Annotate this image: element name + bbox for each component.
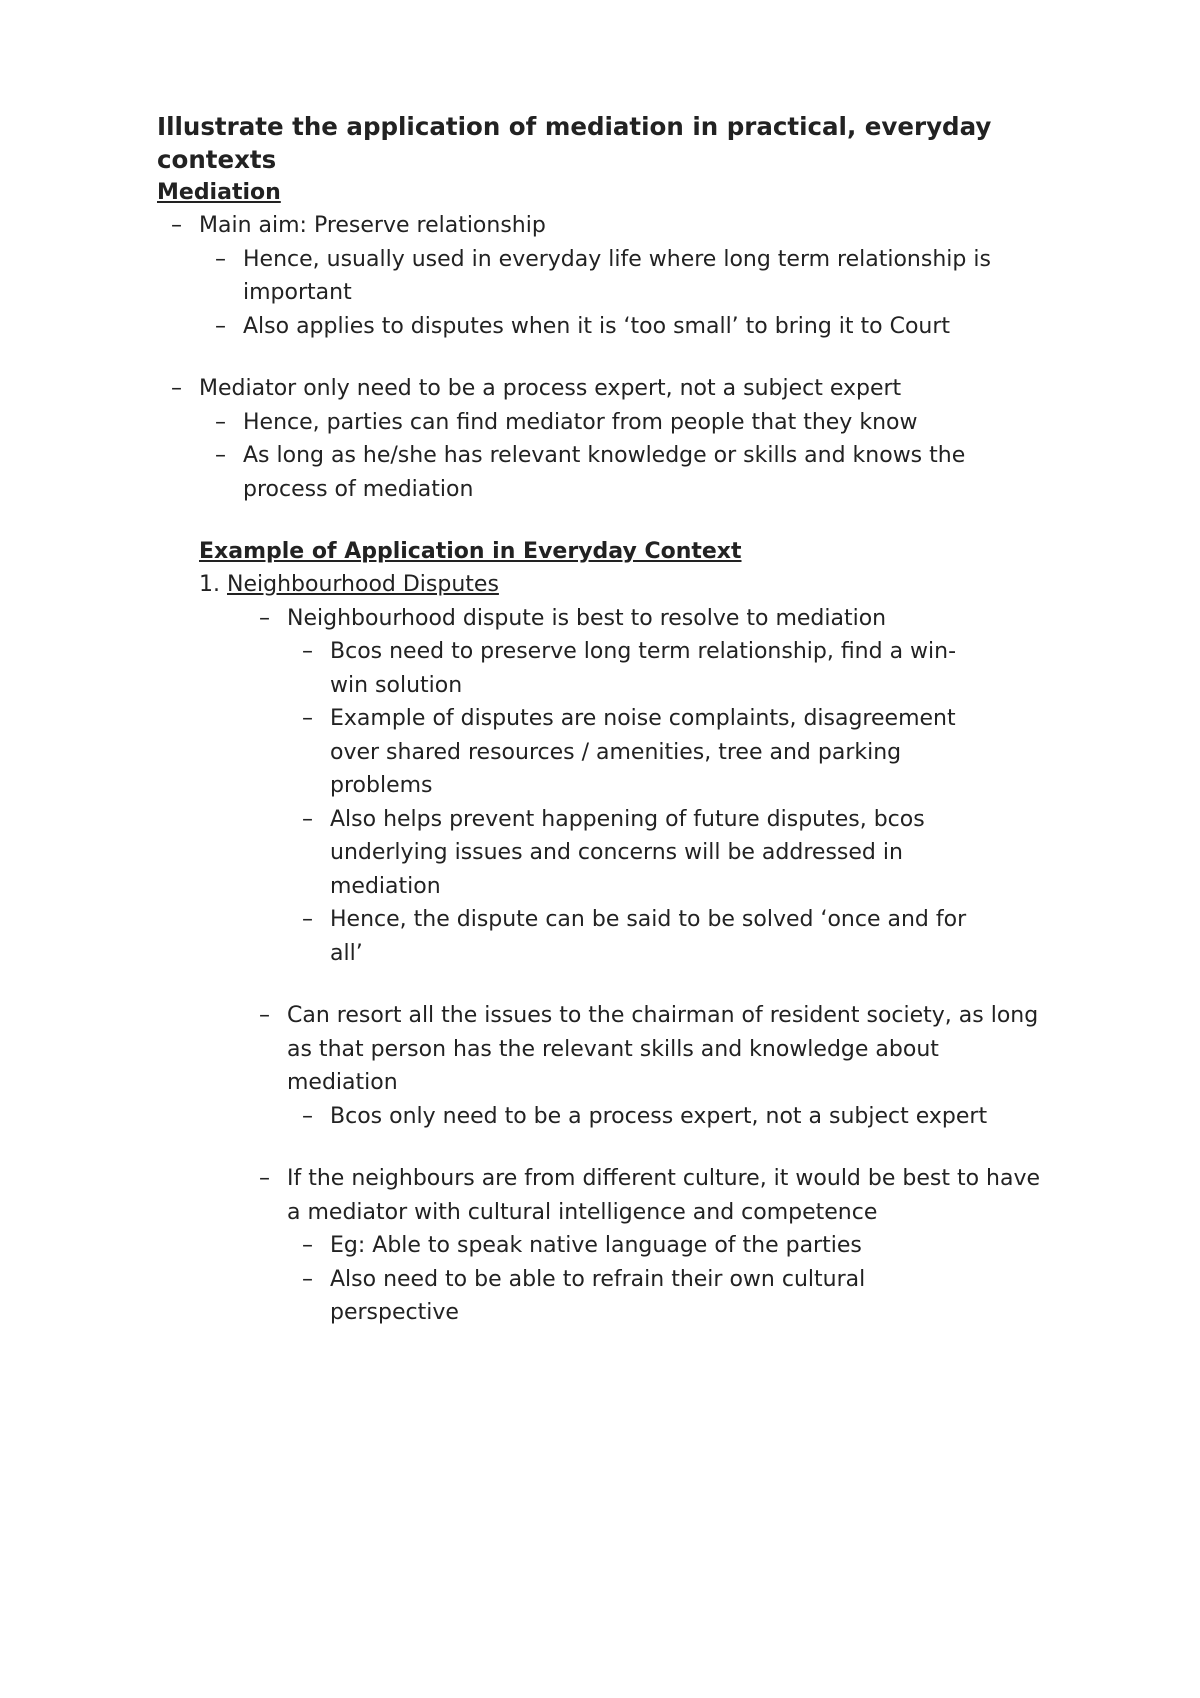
numbered-item [199, 568, 1057, 602]
list-item [302, 702, 970, 803]
list-item-text: Also need to be able to refrain their own cultural perspective [330, 1266, 866, 1325]
list-item-text: Mediator only need to be a process expert, not a subject expert [199, 376, 902, 401]
list-item-text: Main aim: Preserve relationship [199, 213, 546, 238]
list-item [171, 209, 1049, 243]
example-title: Neighbourhood Disputes [227, 572, 499, 597]
list-item-text: If the neighbours are from different culture, it would be best to have a mediator with cultural intelligence and competence [287, 1166, 1041, 1225]
list-item-text: Bcos need to preserve long term relationship, find a win-win solution [330, 639, 957, 698]
list-item [302, 1229, 1050, 1263]
dash-marker: – [302, 639, 313, 664]
list-item [259, 999, 1047, 1100]
list-item [215, 439, 1049, 506]
dash-marker: – [215, 313, 226, 339]
list-item [215, 243, 1049, 310]
dash-marker: – [302, 1233, 313, 1258]
list-item [171, 372, 1049, 406]
example-heading: Example of Application in Everyday Context [199, 539, 742, 564]
dash-marker: – [171, 376, 182, 401]
dash-marker: – [302, 1103, 313, 1129]
list-item-text: Bcos only need to be a process expert, not a subject expert [330, 1103, 988, 1129]
dash-marker: – [215, 409, 226, 435]
list-item [302, 1100, 1050, 1134]
list-item [302, 1263, 930, 1330]
dash-marker: – [215, 246, 226, 272]
dash-marker: – [259, 1166, 270, 1191]
dash-marker: – [171, 213, 182, 238]
list-item-text: Hence, the dispute can be said to be solved ‘once and for all’ [330, 907, 967, 966]
list-item [302, 903, 970, 970]
dash-marker: – [215, 443, 226, 468]
list-item-text: Also helps prevent happening of future disputes, bcos underlying issues and concerns will be addressed in mediation [330, 806, 925, 899]
section-heading-mediation: Mediation [157, 180, 281, 205]
list-item [259, 602, 1047, 636]
dash-marker: – [302, 1266, 313, 1292]
item-number: 1. [199, 572, 220, 597]
list-item [302, 635, 970, 702]
dash-marker: – [302, 706, 313, 731]
list-item [259, 1162, 1047, 1229]
list-item-text: Also applies to disputes when it is ‘too small’ to bring it to Court [243, 313, 951, 339]
list-item-text: Example of disputes are noise complaints, disagreement over shared resources / amenities, tree and parking problems [330, 706, 956, 798]
document-page [157, 110, 1057, 1330]
dash-marker: – [259, 1003, 270, 1028]
list-item [302, 803, 970, 904]
list-item-text: As long as he/she has relevant knowledge or skills and knows the process of mediation [243, 443, 966, 502]
list-item-text: Hence, parties can find mediator from people that they know [243, 409, 918, 435]
dash-marker: – [259, 605, 270, 631]
list-item [215, 310, 1049, 344]
list-item-text: Eg: Able to speak native language of the parties [330, 1233, 862, 1258]
list-item-text: Can resort all the issues to the chairman of resident society, as long as that person has the relevant skills and knowledge about mediation [287, 1003, 1039, 1095]
list-item-text: Neighbourhood dispute is best to resolve to mediation [287, 605, 887, 631]
list-item [215, 406, 1049, 440]
dash-marker: – [302, 806, 313, 832]
list-item-text: Hence, usually used in everyday life where long term relationship is important [243, 246, 991, 305]
dash-marker: – [302, 907, 313, 932]
page-title: Illustrate the application of mediation in practical, everyday contexts [157, 112, 992, 174]
